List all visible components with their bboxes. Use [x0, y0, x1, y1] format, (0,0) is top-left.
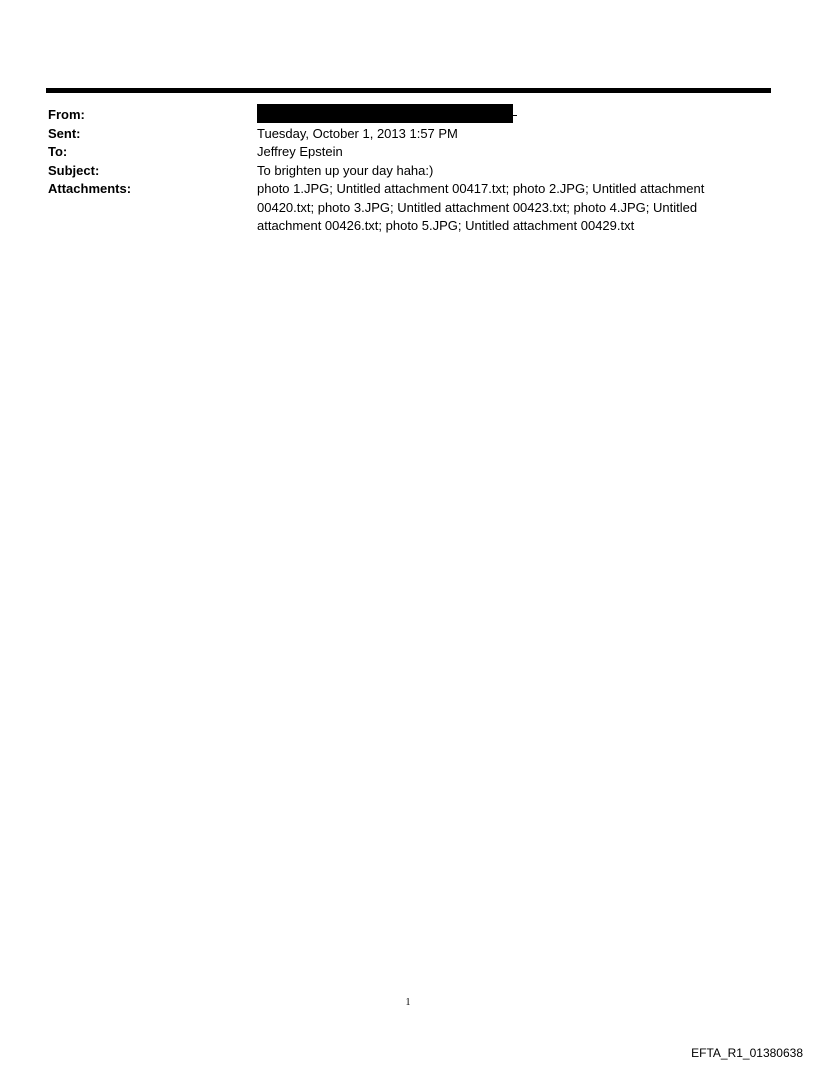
attachments-value: photo 1.JPG; Untitled attachment 00417.txt; photo 2.JPG; Untitled attachment 00420.txt; photo 3.JPG; Untitled attachment 00423.txt; photo 4.JPG; Untitled attachment 00426.txt; photo 5.JPG; Untitled attachment 00429.txt [257, 181, 705, 233]
email-header [48, 106, 748, 236]
attachments-label: Attachments: [48, 181, 132, 196]
subject-row [48, 162, 748, 181]
to-value: Jeffrey Epstein [257, 144, 343, 159]
to-label: To: [48, 144, 68, 159]
sent-row [48, 125, 748, 144]
from-label: From: [48, 107, 85, 122]
from-value [257, 106, 748, 125]
from-row [48, 106, 748, 125]
sent-label: Sent: [48, 125, 81, 141]
bates-number: EFTA_R1_01380638 [691, 1046, 803, 1060]
to-row [48, 143, 748, 162]
redaction-artifact [513, 115, 517, 119]
page-number: 1 [405, 997, 411, 1008]
attachments-row [48, 180, 748, 236]
header-rule [46, 88, 771, 93]
redaction-block [257, 104, 513, 123]
subject-label: Subject: [48, 162, 100, 178]
subject-value: To brighten up your day haha:) [257, 162, 434, 178]
sent-value: Tuesday, October 1, 2013 1:57 PM [257, 125, 458, 141]
